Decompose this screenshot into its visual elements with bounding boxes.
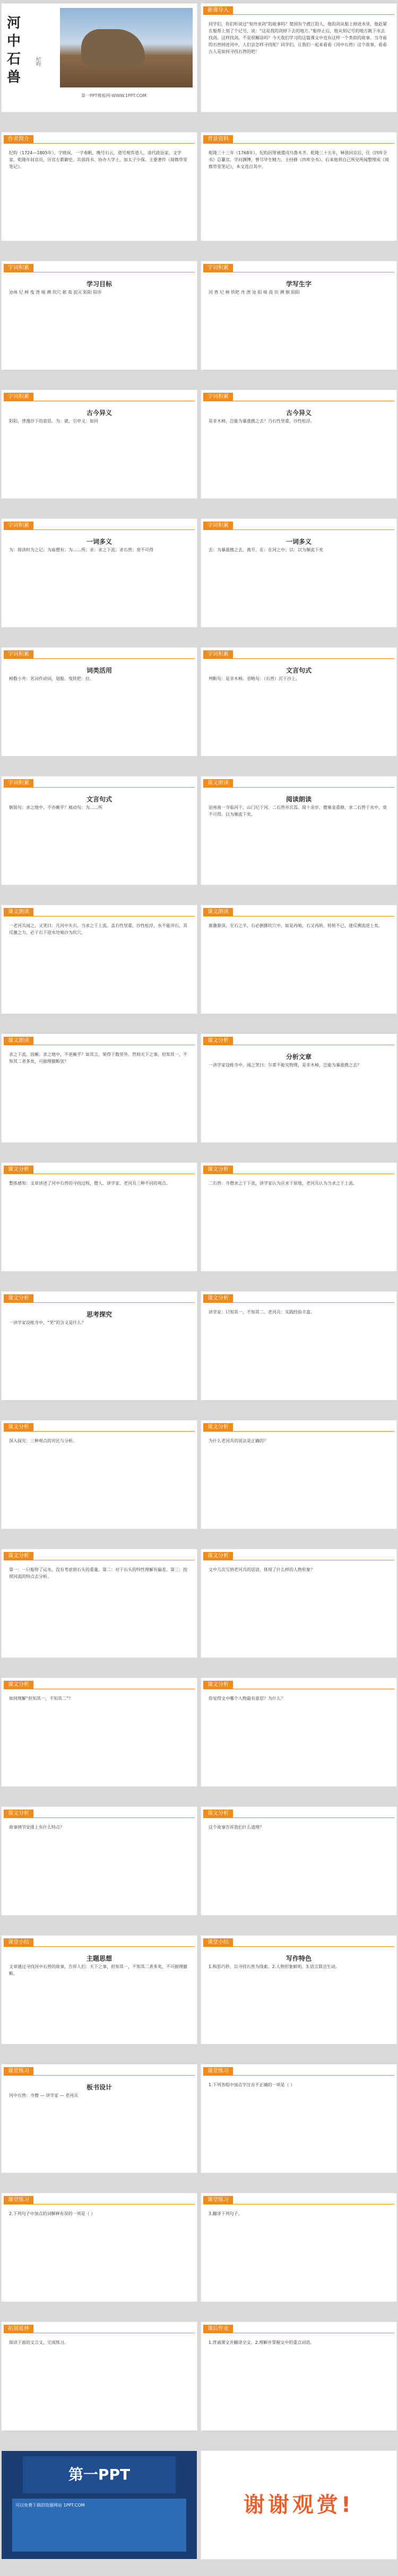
section-tag: 课文分析 (203, 1552, 233, 1560)
thanks-text: 谢谢观赏! (243, 2493, 354, 2517)
slide-8[interactable] (201, 390, 397, 499)
section-tag: 课文朗读 (203, 779, 233, 787)
tag-divider (4, 658, 195, 659)
slide-7[interactable] (1, 390, 197, 499)
slide-body: 河中石兽：寺僧 — 讲学家 — 老河兵 (9, 2093, 79, 2098)
slide-body: 整体感知：文章讲述了河中石兽的寻找过程，僧人、讲学家、老河兵三种不同的观点。 (9, 1181, 170, 1186)
section-tag: 课文分析 (203, 1166, 233, 1174)
slide-21[interactable] (1, 1291, 197, 1400)
slide-20[interactable] (201, 1162, 397, 1272)
slide-body: 渐激渐深，至石之半，石必倒掷坎穴中。如是再啮，石又再转。转转不已，遂反溯流逆上矣。 (209, 923, 383, 928)
tag-divider (4, 1302, 195, 1303)
section-tag: 背景资料 (203, 135, 233, 143)
slide-body: 为：阅读时为之记；为庙僧有；为……所；求：求之下流；求石兽；竟不可得 (9, 548, 153, 552)
section-tag: 课文分析 (4, 1166, 33, 1174)
slide-6[interactable] (201, 261, 397, 370)
section-tag: 新课导入 (203, 6, 233, 14)
slide-body: 沧州南一寺临河干，山门圮于河，二石兽并沉焉。阅十余岁，僧募金重修，求二石兽于水中，竟不可得。以为顺流下矣。 (209, 805, 387, 817)
section-tag: 字词积累 (4, 779, 33, 787)
slide-11[interactable] (1, 647, 197, 756)
tag-divider (203, 1431, 394, 1432)
section-tag: 课堂练习 (4, 2067, 33, 2075)
section-tag: 课堂练习 (203, 2067, 233, 2075)
slide-body: 纪昀（1724—1805年），字晓岚，一字春帆，晚号石云，道号观弈道人，清代政治家、文学家。乾隆年间官员，历官左都御史、兵部尚书、协办大学士，加太子少保。主要著作《阅微草堂笔记》。 (9, 151, 187, 169)
slide-body: 这个故事告诉我们什么道理？ (209, 1825, 264, 1830)
section-tag: 课文分析 (203, 1294, 233, 1302)
section-tag: 课文分析 (4, 1294, 33, 1302)
slide-title: 古今异义 (285, 409, 312, 417)
section-tag: 课文分析 (203, 1037, 233, 1045)
slide-title: 文言句式 (285, 667, 312, 674)
slide-body: 讲学家：只知其一，不知其二。老河兵：实践经验丰富。 (209, 1310, 315, 1315)
slide-39[interactable] (1, 2450, 197, 2560)
section-tag: 课文朗读 (4, 1037, 33, 1045)
slide-title: 写作特色 (285, 1955, 312, 1962)
slide-body: 棹数小舟：名词作动词，划船。曳铁钯：拉。 (9, 676, 94, 681)
ppt-logo: 第一PPT (23, 2456, 176, 2493)
slide-16[interactable] (201, 905, 397, 1014)
slide-body: 3.翻译下列句子。 (209, 2211, 243, 2216)
section-tag: 课堂练习 (203, 2196, 233, 2204)
slide-31[interactable] (1, 1935, 197, 2044)
section-tag: 字词积累 (203, 522, 233, 530)
section-tag: 拓展延伸 (4, 2325, 33, 2333)
slide-title: 思考探究 (86, 1311, 112, 1318)
section-tag: 作者简介 (4, 135, 33, 143)
slide-13[interactable] (1, 776, 197, 885)
slide-title: 词类活用 (86, 667, 112, 674)
slide-body: 同学们，你们听说过“刻舟求剑”的故事吗？楚国有个渡江的人，他的剑从船上掉进水里，他赶紧在船帮上刻了个记号，说：“这是我的剑掉下去的地方。”船停止后，他从刻记号的地方跳下水去找剑。这样找剑，不是很糊涂吗？今天我们学习的这篇课文中也有这样一个类似的故事。当寺庙的石兽掉进河中，人们会怎样寻找呢？同学们，让我们一起来看看《河中石兽》这个故事，看看古人是如何寻找石兽的吧！ (209, 22, 387, 54)
slide-36[interactable] (201, 2193, 397, 2302)
section-tag: 课文分析 (4, 1552, 33, 1560)
slide-body: 深入探究：三种观点的对比与分析。 (9, 1439, 77, 1443)
tag-divider (203, 787, 394, 788)
slide-title: 学写生字 (285, 280, 312, 288)
slide-23[interactable] (1, 1420, 197, 1529)
slide-body: 故事情节安排上有什么特点？ (9, 1825, 64, 1830)
section-tag: 字词积累 (203, 393, 233, 401)
author: 纪昀 (35, 57, 40, 66)
section-tag: 课堂小结 (4, 1938, 33, 1946)
section-tag: 字词积累 (4, 264, 33, 272)
slide-body: 一讲学家设帐寺中，“笑”的含义是什么？ (9, 1320, 86, 1325)
slide-title: 主题思想 (86, 1955, 112, 1962)
slide-body: 二石兽：寺僧求之于下流，讲学家认为应求于原地，老河兵认为当求之于上流。 (209, 1181, 357, 1186)
section-tag: 课堂练习 (4, 2196, 33, 2204)
section-tag: 课文分析 (4, 1681, 33, 1689)
slide-title: 阅读朗读 (285, 796, 312, 803)
slide-body: 沧州 圮 棹 曳 湮 啮 溯 坎穴 欹 哉 泯灭 阳阳 阳亦 (9, 290, 102, 295)
tag-divider (4, 143, 195, 144)
slide-14[interactable] (201, 776, 397, 885)
slide-body: 判断句：是非木柿。省略句：（石兽）沉于沙上。 (209, 676, 300, 681)
tag-divider (4, 1431, 195, 1432)
slide-title: 一词多义 (285, 538, 312, 545)
slide-body: 2.下列句子中加点的词解释有误的一项是（ ） (9, 2211, 96, 2216)
slide-12[interactable] (201, 647, 397, 756)
slide-body: 一讲学家设帐寺中，闻之笑曰：尔辈不能究物理，是非木柿，岂能为暴涨携之去？ (209, 1063, 361, 1068)
section-tag: 课文分析 (203, 1423, 233, 1431)
section-tag: 课文朗读 (4, 908, 33, 916)
slide-title: 分析文章 (285, 1053, 312, 1061)
slide-body: 第一：一只船停了运水，没有考虑到石头的重量。第二：对于石头的特性理解有偏差。第三：按照河流的特点去分析。 (9, 1567, 187, 1579)
slide-18[interactable] (201, 1034, 397, 1143)
slide-35[interactable] (1, 2193, 197, 2302)
section-tag: 课文分析 (4, 1423, 33, 1431)
slide-body: 1.背诵课文并翻译全文。2.理解并掌握文中的重点词语。 (209, 2340, 315, 2345)
slide-2[interactable] (201, 3, 397, 112)
section-tag: 课文分析 (4, 1810, 33, 1818)
slide-body: 乾隆三十三年（1768年），纪昀因罪被遣戍乌鲁木齐。乾隆三十五年，释放回京后，任《四库全书》总纂官。学问渊博，曾尽毕生精力，主持修《四库全书》。后来他将自己所见所闻整理成《阅微草堂笔记》，本文选自其中。 (209, 151, 389, 169)
slide-27[interactable] (1, 1678, 197, 1787)
slide-9[interactable] (1, 518, 197, 628)
slide-title: 文言句式 (86, 796, 112, 803)
section-tag: 课文朗读 (203, 908, 233, 916)
section-tag: 字词积累 (4, 522, 33, 530)
tag-divider (4, 2075, 195, 2076)
slide-15[interactable] (1, 905, 197, 1014)
slide-body: 阳阳，湮漫沙下的意思。为：就，引申义：如同 (9, 419, 98, 424)
slide-37[interactable] (1, 2322, 197, 2431)
slide-40[interactable] (201, 2450, 397, 2560)
slide-body: 1.下列各组中加点字注音不正确的一项是（ ） (209, 2083, 295, 2087)
ppt-subtitle: 可以免费下载的资源网站 1PPT.COM (12, 2499, 186, 2552)
section-tag: 课后作业 (203, 2325, 233, 2333)
slide-5[interactable] (1, 261, 197, 370)
tag-divider (4, 787, 195, 788)
slide-body: 文章通过寻找河中石兽的故事，告诉人们：天下之事，但知其一，不知其二者多矣，不可据理臆断。 (9, 1964, 187, 1976)
slide-body: 一老河兵闻之，又笑曰：凡河中失石，当求之于上流。盖石性坚重，沙性松浮，水不能冲石，其反激之力，必于石下迎水处啮沙为坎穴。 (9, 923, 187, 935)
slide-19[interactable] (1, 1162, 197, 1272)
slide-26[interactable] (201, 1549, 397, 1658)
slide-body: 倒装句：求之地中，不亦颠乎？被动句：为……所 (9, 805, 102, 810)
slide-title: 一词多义 (86, 538, 112, 545)
slide-body: 去：为暴涨携之去，离开。在：在河之中；以：以为顺流下矣 (209, 548, 323, 552)
slide-body: 你觉得文中哪个人物最有意思？为什么？ (209, 1696, 285, 1701)
slide-body: 如何理解“但知其一，不知其二”？ (9, 1696, 73, 1701)
slide-3[interactable] (1, 132, 197, 241)
slide-33[interactable] (1, 2064, 197, 2173)
section-tag: 字词积累 (203, 650, 233, 658)
cover-caption: 第一PPT模板网-WWW.1PPT.COM (81, 93, 146, 98)
section-tag: 字词积累 (4, 393, 33, 401)
slide-title: 古今异义 (86, 409, 112, 417)
slide-22[interactable] (201, 1291, 397, 1400)
section-tag: 字词积累 (203, 264, 233, 272)
slide-17[interactable] (1, 1034, 197, 1143)
lesson-title: 河 中 石 兽 (7, 15, 21, 85)
tag-divider (203, 14, 394, 15)
tag-divider (203, 143, 394, 144)
tag-divider (203, 1302, 394, 1303)
slide-30[interactable] (201, 1806, 397, 1916)
slide-body: 是非木柿，岂能为暴涨携之去？乃石性坚重，沙性松浮。 (209, 419, 315, 424)
tag-divider (203, 1946, 394, 1947)
slide-28[interactable] (201, 1678, 397, 1787)
section-tag: 课堂小结 (203, 1938, 233, 1946)
tag-divider (203, 2075, 394, 2076)
slide-body: 1.构思巧妙，以寻找石兽为线索。2.人物形象鲜明。3.语言简洁生动。 (209, 1964, 340, 1969)
slide-29[interactable] (1, 1806, 197, 1916)
tag-divider (203, 658, 394, 659)
slide-32[interactable] (201, 1935, 397, 2044)
slide-4[interactable] (201, 132, 397, 241)
slide-body: 求之下流，固颠；求之地中，不更颠乎？如其言，果得于数里外。然则天下之事，但知其一，不知其二者多矣，可据理臆断欤？ (9, 1052, 187, 1064)
section-tag: 字词积累 (4, 650, 33, 658)
slide-title: 学习目标 (86, 280, 112, 288)
slide-body: 为什么老河兵的说法是正确的？ (209, 1439, 268, 1443)
slide-34[interactable] (201, 2064, 397, 2173)
tag-divider (4, 1946, 195, 1947)
slide-25[interactable] (1, 1549, 197, 1658)
section-tag: 课文分析 (203, 1681, 233, 1689)
section-tag: 课文分析 (203, 1810, 233, 1818)
slide-body: 河 兽 圮 棹 铁钯 舟 湮 沧 阳 啮 流 坎 溯 倒 阳阳 (209, 290, 300, 295)
cover-photo (60, 8, 193, 87)
slide-38[interactable] (201, 2322, 397, 2431)
slide-body: 文中几次写到老河兵的话语，体现了什么样的人物形象？ (209, 1567, 315, 1572)
slide-body: 阅读下面的文言文，完成练习。 (9, 2340, 68, 2345)
slide-10[interactable] (201, 518, 397, 628)
slide-1[interactable] (1, 3, 197, 112)
slide-title: 板书设计 (86, 2084, 112, 2091)
slide-24[interactable] (201, 1420, 397, 1529)
